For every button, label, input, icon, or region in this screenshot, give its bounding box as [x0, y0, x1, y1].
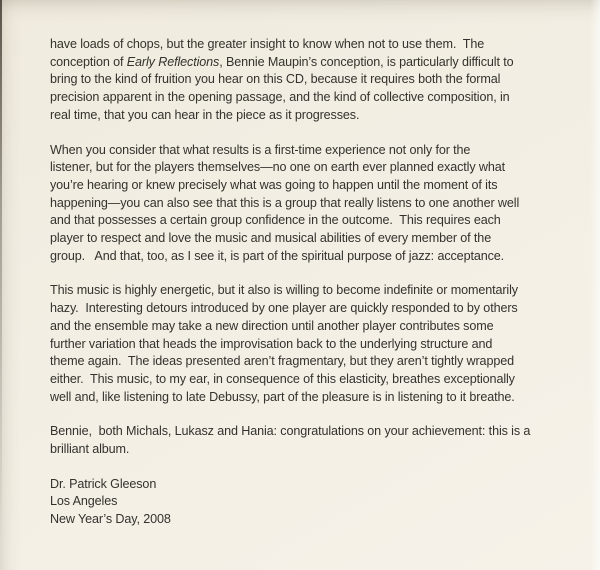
text-line [50, 336, 575, 354]
text-run: Bennie, both Michals, Lukasz and Hania: congratulations on your achievement: this is a [50, 424, 531, 439]
text-line [50, 54, 575, 72]
signature-line: New Year’s Day, 2008 [50, 512, 171, 527]
text-line [50, 423, 575, 441]
page-left-edge-shadow [0, 0, 2, 570]
text-line [50, 89, 575, 107]
text-line [50, 177, 575, 195]
page-right-edge-highlight [590, 0, 600, 570]
paragraph [50, 36, 575, 125]
text-line [50, 300, 575, 318]
text-line [50, 212, 575, 230]
text-line [50, 389, 575, 407]
signature-block [50, 476, 575, 529]
text-line [50, 142, 575, 160]
text-line [50, 36, 575, 54]
signature-line: Dr. Patrick Gleeson [50, 476, 157, 491]
text-run: When you consider that what results is a first-time experience not only for the [50, 142, 471, 157]
text-run: either. This music, to my ear, in consequence of this elasticity, breathes exceptionally [50, 371, 515, 386]
text-run: listener, but for the players themselves—no one on earth ever planned exactly what [50, 160, 505, 175]
text-run: , Bennie Maupin’s conception, is particularly difficult to [219, 54, 514, 69]
text-run: real time, that you can hear in the piece as it progresses. [50, 107, 360, 122]
text-run: hazy. Interesting detours introduced by one player are quickly responded to by others [50, 301, 518, 316]
text-line [50, 159, 575, 177]
liner-notes [50, 36, 575, 529]
text-run: have loads of chops, but the greater insight to know when not to use them. The [50, 37, 485, 51]
text-line [50, 282, 575, 300]
text-line [50, 318, 575, 336]
text-line [50, 71, 575, 89]
text-run: and that possesses a certain group confidence in the outcome. This requires each [50, 213, 501, 228]
text-line [50, 195, 575, 213]
text-line [50, 230, 575, 248]
text-run: happening—you can also see that this is a group that really listens to one another well [50, 195, 520, 210]
text-run: you’re hearing or knew precisely what was going to happen until the moment of its [50, 177, 498, 192]
text-run: conception of [50, 54, 127, 69]
text-line [50, 441, 575, 459]
text-run: well and, like listening to late Debussy, part of the pleasure is in listening to it breathe. [50, 389, 515, 404]
text-run: theme again. The ideas presented aren’t fragmentary, but they aren’t tightly wrapped [50, 354, 514, 369]
text-run: precision apparent in the opening passage, and the kind of collective composition, in [50, 90, 510, 105]
text-run: group. And that, too, as I see it, is part of the spiritual purpose of jazz: acceptance. [50, 248, 505, 263]
paragraph [50, 142, 575, 266]
text-line [50, 371, 575, 389]
text-run: bring to the kind of fruition you hear on this CD, because it requires both the formal [50, 72, 501, 87]
signature-line: Los Angeles [50, 494, 118, 509]
paragraph [50, 423, 575, 458]
text-run: This music is highly energetic, but it also is willing to become indefinite or momentarily [50, 283, 518, 298]
album-title-italic: Early Reflections [126, 54, 220, 69]
text-run: and the ensemble may take a new direction until another player contributes some [50, 318, 494, 333]
text-run: brilliant album. [50, 442, 130, 457]
text-run: player to respect and love the music and musical abilities of every member of the [50, 231, 492, 246]
paragraph [50, 282, 575, 406]
text-line [50, 353, 575, 371]
text-line [50, 248, 575, 266]
text-run: further variation that heads the improvisation back to the underlying structure and [50, 336, 493, 351]
text-line [50, 107, 575, 125]
